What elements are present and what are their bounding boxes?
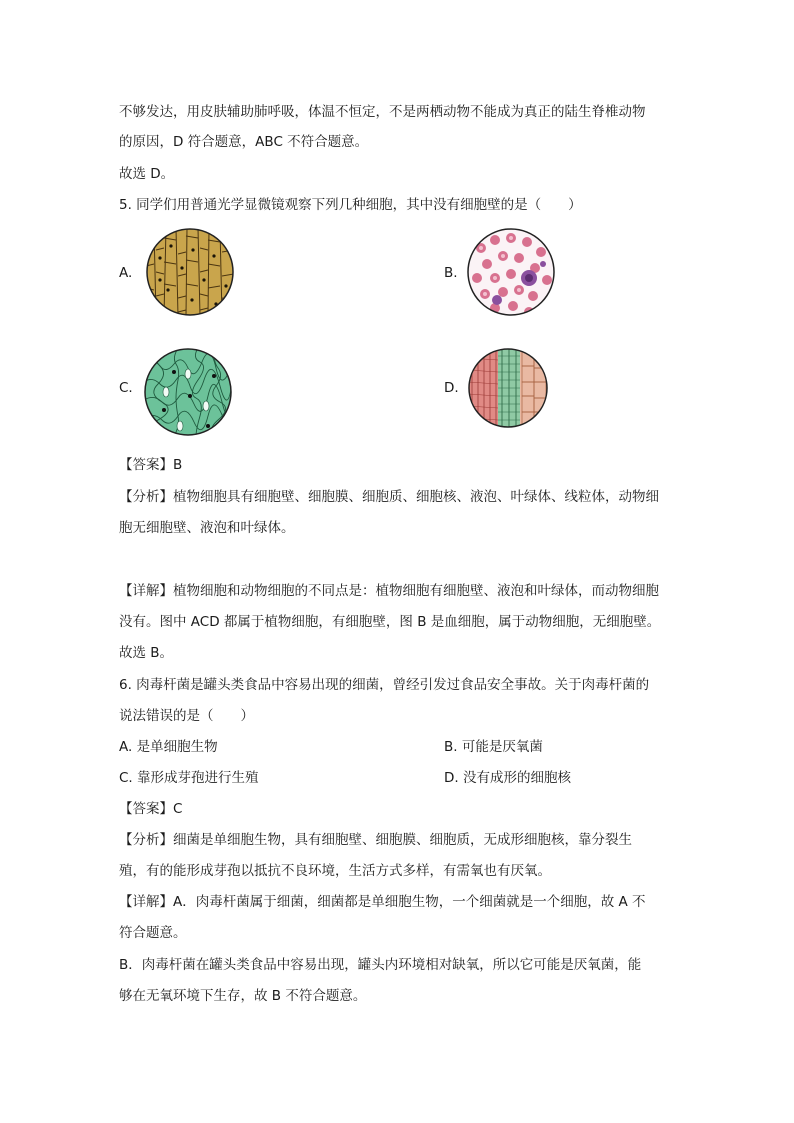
question-5-stem: 5. 同学们用普通光学显微镜观察下列几种细胞，其中没有细胞壁的是（ ）: [119, 197, 582, 213]
option-d: D. 没有成形的细胞核: [444, 770, 571, 786]
answer-6: 【答案】C: [119, 801, 183, 817]
text-line: 不够发达，用皮肤辅助肺呼吸，体温不恒定，不是两栖动物不能成为真正的陆生脊椎动物: [119, 104, 646, 120]
detail-6-b-cont: 够在无氧环境下生存，故 B 不符合题意。: [119, 988, 367, 1004]
option-b-label: B.: [444, 265, 458, 281]
conclusion-5: 故选 B。: [119, 645, 174, 661]
option-a-label: A.: [119, 265, 133, 281]
option-a: A. 是单细胞生物: [119, 739, 218, 755]
question-6-stem-cont: 说法错误的是（ ）: [119, 708, 254, 724]
detail-6-cont: 符合题意。: [119, 925, 187, 941]
detail-5-cont: 没有。图中 ACD 都属于植物细胞，有细胞壁，图 B 是血细胞，属于动物细胞，无细胞壁。: [119, 614, 661, 630]
detail-6-b: B．肉毒杆菌在罐头类食品中容易出现，罐头内环境相对缺氧，所以它可能是厌氧菌，能: [119, 957, 642, 973]
analysis-5-cont: 胞无细胞壁、液泡和叶绿体。: [119, 520, 295, 536]
stem-tissue-cell-image: [468, 348, 548, 428]
analysis-5: 【分析】植物细胞具有细胞壁、细胞膜、细胞质、细胞核、液泡、叶绿体、线粒体，动物细: [119, 489, 659, 505]
option-c-label: C.: [119, 380, 133, 396]
question-6-stem: 6. 肉毒杆菌是罐头类食品中容易出现的细菌，曾经引发过食品安全事故。关于肉毒杆菌的: [119, 677, 650, 693]
analysis-6: 【分析】细菌是单细胞生物，具有细胞壁、细胞膜、细胞质，无成形细胞核，靠分裂生: [119, 832, 632, 848]
detail-5: 【详解】植物细胞和动物细胞的不同点是：植物细胞有细胞壁、液泡和叶绿体，而动物细胞: [119, 583, 659, 599]
option-d-label: D.: [444, 380, 459, 396]
text-line: 故选 D。: [119, 166, 175, 182]
option-b: B. 可能是厌氧菌: [444, 739, 543, 755]
answer-5: 【答案】B: [119, 457, 183, 473]
onion-epidermis-cell-image: [146, 228, 234, 316]
blood-cell-image: [467, 228, 555, 316]
leaf-epidermis-cell-image: [144, 348, 232, 436]
detail-6: 【详解】A．肉毒杆菌属于细菌，细菌都是单细胞生物，一个细菌就是一个细胞，故 A 不: [119, 894, 646, 910]
option-c: C. 靠形成芽孢进行生殖: [119, 770, 259, 786]
text-line: 的原因，D 符合题意，ABC 不符合题意。: [119, 134, 369, 150]
analysis-6-cont: 殖，有的能形成芽孢以抵抗不良环境，生活方式多样，有需氧也有厌氧。: [119, 863, 551, 879]
